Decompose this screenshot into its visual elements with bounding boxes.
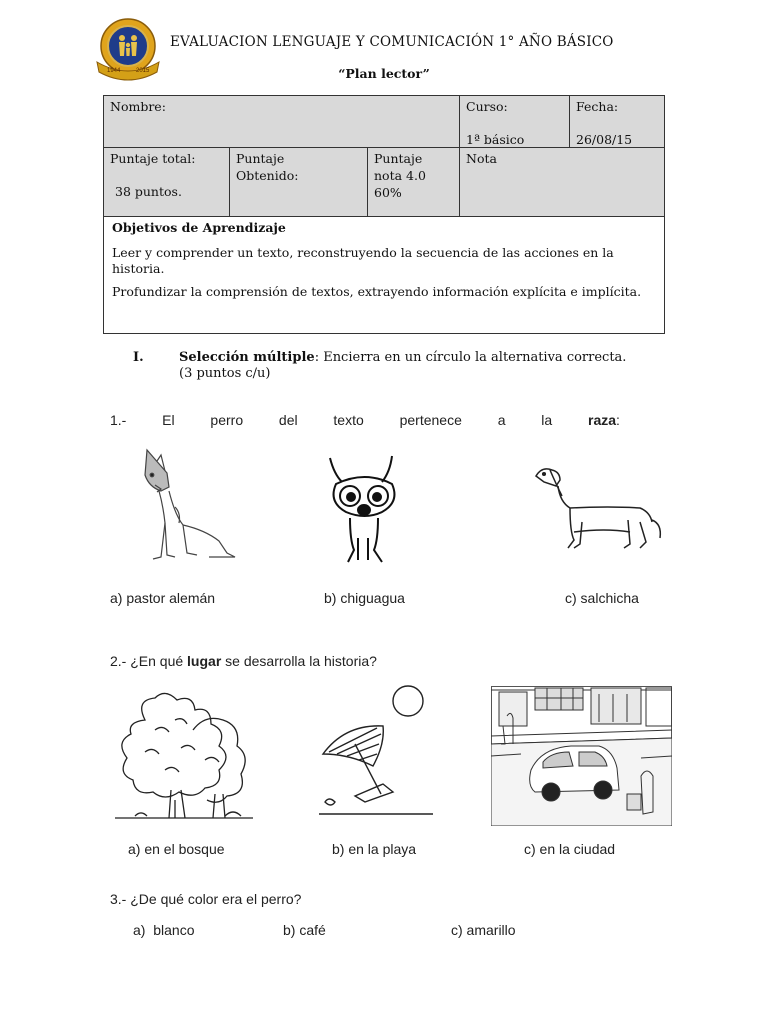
obtained-score-label-1: Puntaje: [236, 151, 285, 166]
question-text: 2.- ¿En qué: [110, 653, 188, 669]
logo-year-start: 1944: [107, 68, 121, 74]
question-text: se desarrolla la historia?: [221, 653, 377, 669]
forest-image[interactable]: [115, 690, 253, 825]
objective-item: Leer y comprender un texto, reconstruyendo la secuencia de las acciones en la historia.: [112, 245, 614, 276]
option-a[interactable]: a) pastor alemán: [110, 590, 216, 606]
german-shepherd-image[interactable]: [135, 445, 245, 565]
question-2: [110, 653, 377, 669]
page-subtitle: “Plan lector”: [338, 66, 430, 81]
objectives-title: Objetivos de Aprendizaje: [112, 220, 286, 235]
question-suffix: :: [616, 412, 620, 428]
question-3: 3.- ¿De qué color era el perro?: [110, 891, 302, 907]
question-1: [110, 412, 620, 428]
grade-threshold-line-3: 60%: [374, 185, 402, 200]
objectives-box: [103, 217, 665, 334]
section-title: Selección múltiple: [179, 350, 315, 365]
course-value: 1ª básico: [466, 132, 525, 147]
date-cell: [570, 96, 664, 148]
obtained-score-label-2: Obtenido:: [236, 168, 299, 183]
grade-threshold-line-1: Puntaje: [374, 151, 423, 166]
option-c[interactable]: c) amarillo: [451, 922, 516, 938]
section-number: I.: [133, 350, 144, 365]
logo-year-end: 2015: [136, 68, 150, 74]
question-word: pertenece: [399, 412, 462, 428]
option-c[interactable]: c) en la ciudad: [524, 841, 616, 857]
question-keyword: raza: [588, 412, 617, 428]
student-info-table: [103, 95, 665, 217]
question-word: a: [497, 412, 506, 428]
name-cell[interactable]: [104, 96, 460, 148]
course-cell: [460, 96, 570, 148]
total-score-cell: [104, 148, 230, 216]
section-instruction: : Encierra en un círculo la alternativa correcta.: [314, 350, 627, 365]
chihuahua-image[interactable]: [320, 450, 410, 570]
option-c[interactable]: c) salchicha: [565, 590, 639, 606]
dachshund-image[interactable]: [530, 462, 670, 557]
question-number: 1.-: [110, 412, 127, 428]
page-title: EVALUACION LENGUAJE Y COMUNICACIÓN 1° AÑO BÁSICO: [170, 34, 614, 50]
grade-label: Nota: [466, 151, 497, 166]
city-image[interactable]: [491, 686, 672, 826]
total-score-value: 38 puntos.: [115, 184, 182, 199]
option-b[interactable]: b) en la playa: [332, 841, 417, 857]
grade-threshold-line-2: nota 4.0: [374, 168, 426, 183]
option-a[interactable]: a) blanco: [133, 922, 195, 938]
section-points: (3 puntos c/u): [179, 366, 271, 381]
date-label: Fecha:: [576, 99, 619, 114]
question-keyword: lugar: [187, 653, 222, 669]
obtained-score-cell[interactable]: [230, 148, 368, 216]
course-label: Curso:: [466, 99, 508, 114]
option-a[interactable]: a) en el bosque: [128, 841, 225, 857]
name-label: Nombre:: [110, 99, 166, 114]
beach-image[interactable]: [315, 684, 435, 824]
option-b[interactable]: b) café: [283, 922, 326, 938]
objective-item: Profundizar la comprensión de textos, extrayendo información explícita e implícita.: [112, 284, 642, 299]
question-word: El: [162, 412, 175, 428]
question-word: del: [278, 412, 298, 428]
grade-threshold-cell: [368, 148, 460, 216]
grade-cell[interactable]: [460, 148, 664, 216]
total-score-label: Puntaje total:: [110, 151, 196, 166]
question-word: la: [541, 412, 553, 428]
question-word: texto: [333, 412, 364, 428]
question-word: perro: [210, 412, 244, 428]
date-value: 26/08/15: [576, 132, 633, 147]
option-b[interactable]: b) chiguagua: [324, 590, 405, 606]
